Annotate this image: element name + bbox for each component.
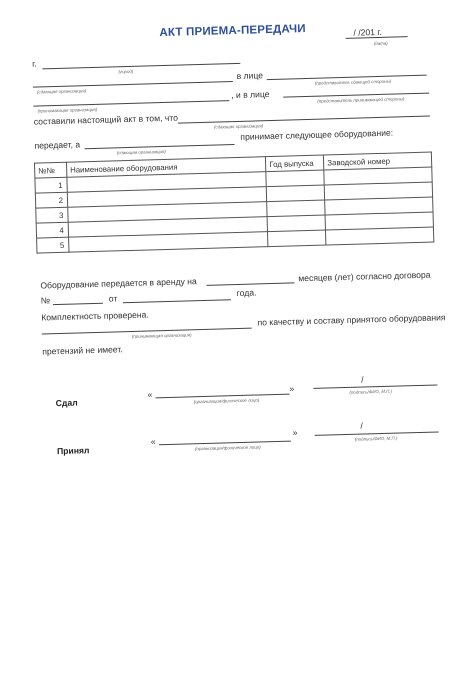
date-field: / /201 г. xyxy=(353,26,382,38)
col-number-header: №№ xyxy=(34,162,66,178)
peredaet-hint: (сдающая организация) xyxy=(116,148,166,156)
contract-number-prefix: № xyxy=(40,295,51,306)
document-title: АКТ ПРИЕМА-ПЕРЕДАЧИ xyxy=(159,22,306,40)
prinyal-slash: / xyxy=(360,420,363,431)
goda-label: года. xyxy=(236,287,257,299)
equipment-table xyxy=(34,152,434,254)
col-year-header: Год выпуска xyxy=(266,155,324,172)
pretenziy-text: претензий не имеет. xyxy=(42,344,123,357)
city-line xyxy=(42,63,240,70)
prinyal-quote-close: » xyxy=(292,427,298,438)
prinimayushaya-org-line xyxy=(33,100,229,106)
i-v-lice-label: , и в лице xyxy=(231,89,270,101)
sdayushaya-org-line xyxy=(33,81,233,88)
sdayushaya-org-hint: (сдающая организация) xyxy=(36,88,87,95)
v-lice-label-1: в лице xyxy=(236,70,264,81)
cell-year xyxy=(267,215,325,232)
prinimaet-text: принимает следующее оборудование: xyxy=(240,127,394,142)
city-prefix: г. xyxy=(32,58,37,69)
col-serial-header: Заводской номер xyxy=(324,152,432,170)
row-number: 3 xyxy=(36,207,68,223)
prinimayushaya-hint-2: (принимающая организация) xyxy=(131,332,192,339)
cell-serial xyxy=(326,227,434,245)
row-number: 2 xyxy=(35,192,67,208)
row-number: 1 xyxy=(35,177,67,193)
prinyal-org-hint: (организация/физическое лицо) xyxy=(194,444,261,452)
prinyal-label: Принял xyxy=(56,445,90,457)
contract-date-line xyxy=(123,299,231,303)
cell-year xyxy=(267,185,325,202)
peredaet-text: передает, а xyxy=(34,139,81,151)
predstavitel-prinimayushey-hint: (представитель принимающей стороны) xyxy=(317,96,405,104)
sdal-sign-hint: (подпись/ФИО, М.П.) xyxy=(349,388,393,395)
arenda-term-line xyxy=(206,282,294,285)
komplektnost-text: Комплектность проверена. xyxy=(41,309,149,323)
sdal-slash: / xyxy=(361,374,364,385)
sdal-quote-open: « xyxy=(147,389,153,400)
date-hint: (дата) xyxy=(373,40,388,47)
sostavili-hint: (сдающая организация) xyxy=(213,123,264,130)
prinimayushaya-org-hint: (принимающая организация) xyxy=(37,106,98,114)
cell-year xyxy=(267,200,325,217)
arenda-end-text: месяцев (лет) согласно договора xyxy=(298,269,431,284)
city-hint: (город) xyxy=(118,68,134,75)
cell-year xyxy=(268,230,326,247)
ot-label: от xyxy=(108,293,118,304)
sdal-label: Сдал xyxy=(55,397,78,409)
cell-year xyxy=(266,170,324,187)
predstavitel-sdayushey-hint: (представитель сдающей стороны) xyxy=(314,78,392,86)
sostavili-text: составили настоящий акт в том, что xyxy=(33,112,179,127)
row-number: 5 xyxy=(37,237,69,253)
row-number: 4 xyxy=(36,222,68,238)
sdal-quote-close: » xyxy=(289,383,295,394)
prinyal-sign-hint: (подпись/ФИО, М.П.) xyxy=(354,435,398,442)
prinyal-quote-open: « xyxy=(150,436,156,447)
po-kachestvu-text: по качеству и составу принятого оборудования xyxy=(257,312,446,328)
col-name-header: Наименование оборудования xyxy=(66,157,266,178)
arenda-start-text: Оборудование передается в аренду на xyxy=(40,276,197,291)
sdal-org-hint: (организация/физическое лицо) xyxy=(193,397,260,405)
sostavili-line xyxy=(178,116,430,124)
contract-number-line xyxy=(53,303,103,305)
